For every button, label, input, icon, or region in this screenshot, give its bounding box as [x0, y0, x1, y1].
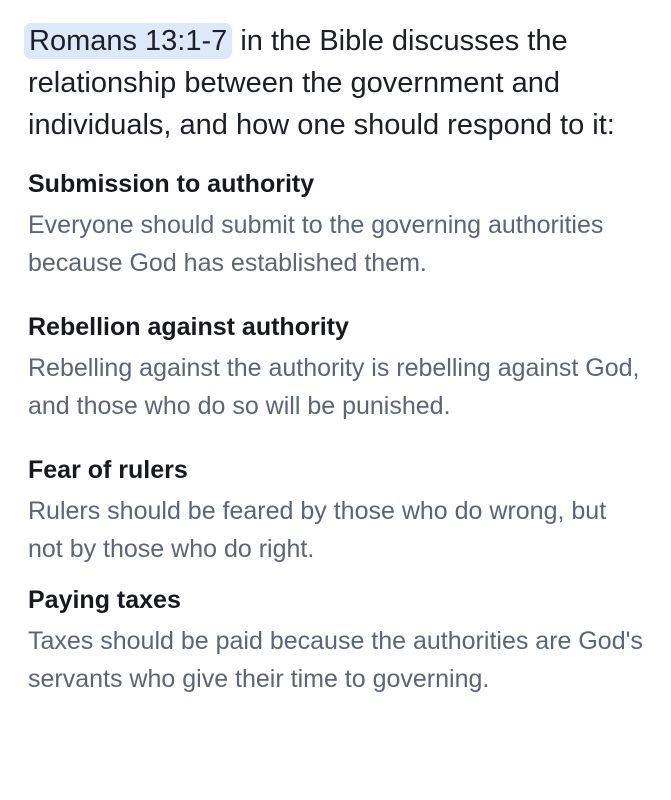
section-body: Taxes should be paid because the authorities are God's servants who give their time to governing. — [28, 627, 643, 693]
section-body: Rulers should be feared by those who do wrong, but not by those who do right. — [28, 497, 607, 563]
section-title: Fear of rulers — [28, 456, 188, 484]
section-title: Paying taxes — [28, 586, 181, 614]
bible-reference-link[interactable]: Romans 13:1-7 — [24, 23, 232, 59]
intro-text: in the Bible discusses the relationship between the government and individuals, and how one should respond to it: — [28, 25, 615, 141]
intro-paragraph — [28, 20, 643, 146]
section-body: Rebelling against the authority is rebelling against God, and those who do so will be punished. — [28, 354, 640, 420]
section-rebellion — [28, 309, 643, 425]
section-submission — [28, 166, 643, 282]
section-body: Everyone should submit to the governing authorities because God has established them. — [28, 211, 604, 277]
section-title: Submission to authority — [28, 170, 315, 198]
section-title: Rebellion against authority — [28, 313, 349, 341]
section-paying-taxes — [28, 582, 643, 698]
section-fear-of-rulers — [28, 452, 643, 568]
